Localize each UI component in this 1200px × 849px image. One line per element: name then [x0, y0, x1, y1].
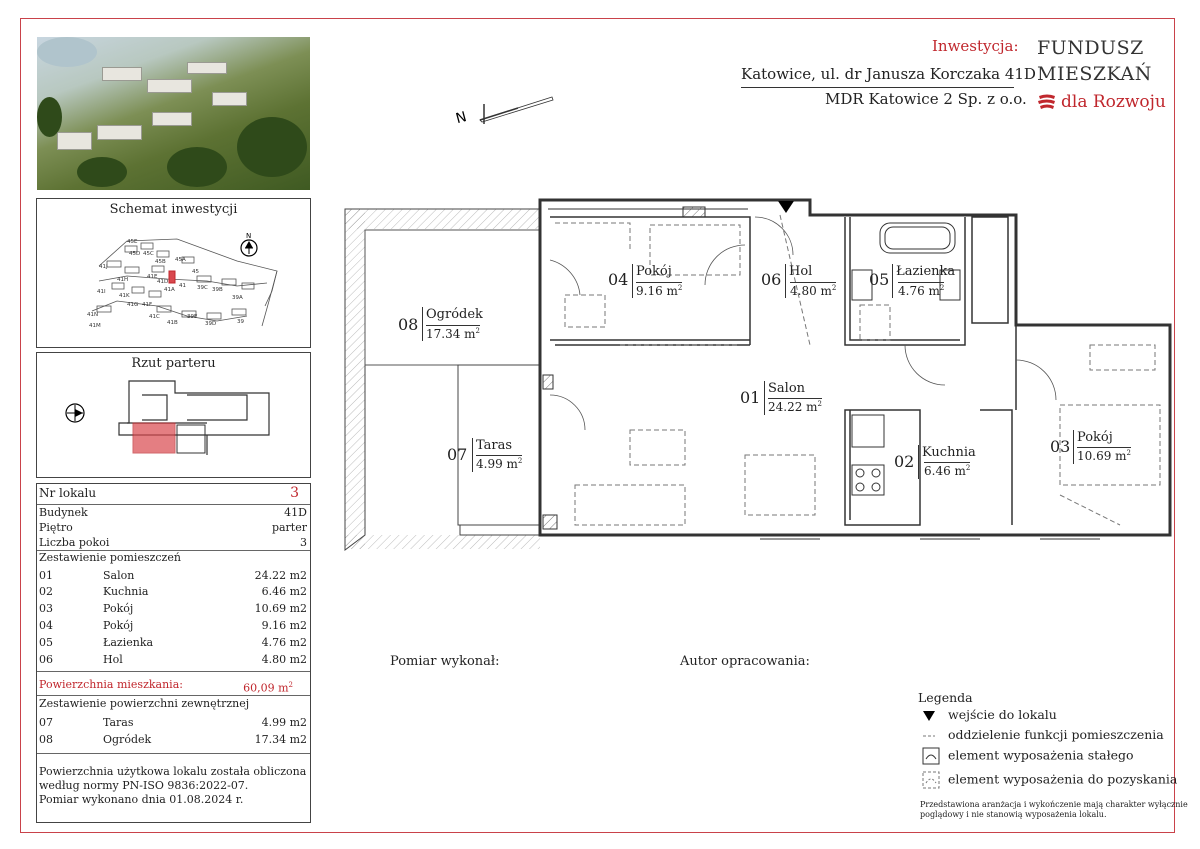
svg-text:41N: 41N — [87, 312, 99, 318]
ground-floor-panel — [36, 352, 311, 478]
rooms-count-label: Liczba pokoi — [39, 536, 110, 549]
building-value: 41D — [284, 506, 307, 519]
svg-text:45A: 45A — [175, 257, 186, 263]
plan-room-05-number: 05 — [869, 270, 890, 289]
legend-title: Legenda — [918, 690, 973, 705]
plan-room-05-name: Łazienka — [892, 264, 955, 298]
optional-equipment-icon — [922, 771, 940, 789]
svg-text:41B: 41B — [167, 320, 178, 326]
total-area-value: 60,09 $m^2$ — [243, 681, 293, 695]
ground-floor-title: Rzut parteru — [131, 356, 216, 371]
logo-line-3: dla Rozwoju — [1061, 92, 1166, 112]
outer-row: 08 Ogródek 17.34 m2 — [39, 733, 307, 746]
note-line-2: według normy PN-ISO 9836:2022-07. — [39, 779, 249, 792]
svg-text:41M: 41M — [89, 323, 101, 329]
plan-room-08-area: 17.34 $m^2$ — [426, 327, 481, 341]
svg-text:41D: 41D — [157, 279, 169, 285]
note-line-3: Pomiar wykonano dnia 01.08.2024 r. — [39, 793, 244, 806]
north-arrow-icon — [450, 92, 560, 132]
unit-number-label: Nr lokalu — [39, 486, 97, 500]
legend-fixed: element wyposażenia stałego — [922, 747, 1134, 765]
outer-row: 07 Taras 4.99 m2 — [39, 716, 307, 729]
svg-text:41K: 41K — [119, 293, 130, 299]
svg-text:N: N — [246, 232, 252, 240]
svg-text:41H: 41H — [117, 277, 129, 283]
svg-text:41I: 41I — [97, 289, 106, 295]
plan-room-04-name: Pokój — [632, 264, 672, 298]
investment-address: Katowice, ul. dr Janusza Korczaka 41D — [741, 65, 1036, 83]
investment-scheme-map — [37, 221, 310, 346]
svg-text:39E: 39E — [187, 314, 198, 320]
plan-room-03-area: 10.69 $m^2$ — [1077, 449, 1132, 463]
svg-text:41J: 41J — [99, 264, 108, 270]
room-row: 05 Łazienka 4.76 m2 — [39, 636, 307, 649]
investment-label: Inwestycja: — [932, 37, 1019, 55]
scheme-title: Schemat inwestycji — [109, 202, 238, 217]
plan-room-02-name: Kuchnia — [918, 445, 976, 479]
floor-label: Piętro — [39, 521, 73, 534]
plan-room-08-number: 08 — [398, 315, 419, 334]
logo-mark-icon — [1037, 93, 1057, 111]
aerial-photo — [37, 37, 310, 190]
plan-room-01-number: 01 — [740, 388, 761, 407]
room-row: 02 Kuchnia 6.46 m2 — [39, 585, 307, 598]
svg-text:45E: 45E — [127, 239, 138, 245]
svg-text:39A: 39A — [232, 295, 243, 301]
ground-floor-plan — [37, 375, 310, 475]
company-name: MDR Katowice 2 Sp. z o.o. — [825, 90, 1027, 108]
svg-text:41: 41 — [179, 283, 186, 289]
svg-text:41A: 41A — [164, 287, 175, 293]
svg-text:N: N — [454, 109, 469, 128]
unit-info-panel — [36, 483, 311, 823]
disclaimer-line-1: Przedstawiona aranżacja i wykończenie mają charakter wyłącznie — [920, 800, 1188, 809]
svg-text:39C: 39C — [197, 285, 208, 291]
svg-text:39: 39 — [237, 319, 244, 325]
svg-text:45C: 45C — [143, 251, 154, 257]
legend-entry: wejście do lokalu — [922, 707, 1057, 722]
svg-text:41G: 41G — [127, 302, 139, 308]
plan-room-07-area: 4.99 $m^2$ — [476, 457, 523, 471]
room-row: 04 Pokój 9.16 m2 — [39, 619, 307, 632]
svg-text:39D: 39D — [205, 321, 217, 327]
floor-value: parter — [271, 521, 307, 534]
plan-room-06-name: Hol — [785, 264, 812, 298]
investment-scheme-panel — [36, 198, 311, 348]
header-divider — [741, 87, 1014, 88]
fixed-equipment-icon — [922, 747, 940, 765]
plan-room-04-area: 9.16 $m^2$ — [636, 284, 683, 298]
unit-number-value: 3 — [290, 485, 299, 501]
plan-room-06-area: 4.80 $m^2$ — [790, 284, 837, 298]
svg-text:39B: 39B — [212, 287, 223, 293]
logo-line-2: MIESZKAŃ — [1037, 63, 1152, 85]
svg-text:45: 45 — [192, 269, 199, 275]
plan-room-02-number: 02 — [894, 452, 915, 471]
room-row: 01 Salon 24.22 m2 — [39, 569, 307, 582]
svg-text:41C: 41C — [149, 314, 160, 320]
measured-by-label: Pomiar wykonał: — [390, 654, 500, 669]
logo-line-1: FUNDUSZ — [1037, 37, 1144, 59]
svg-text:45D: 45D — [129, 251, 141, 257]
plan-room-08-name: Ogródek — [422, 307, 483, 341]
legend-division: oddzielenie funkcji pomieszczenia — [922, 727, 1164, 742]
rooms-title: Zestawienie pomieszczeń — [39, 551, 181, 564]
author-label: Autor opracowania: — [680, 654, 810, 669]
total-area-label: Powierzchnia mieszkania: — [39, 678, 183, 691]
room-row: 06 Hol 4.80 m2 — [39, 653, 307, 666]
plan-room-03-number: 03 — [1050, 437, 1071, 456]
plan-room-03-name: Pokój — [1073, 430, 1113, 464]
floor-plan — [340, 195, 1180, 555]
plan-room-05-area: 4.76 $m^2$ — [898, 284, 945, 298]
legend-optional: element wyposażenia do pozyskania — [922, 771, 1177, 789]
plan-room-07-name: Taras — [472, 438, 512, 472]
building-label: Budynek — [39, 506, 88, 519]
disclaimer-line-2: poglądowy i nie stanowią wyposażenia lokalu. — [920, 810, 1107, 819]
entry-marker-icon — [778, 201, 794, 213]
plan-room-06-number: 06 — [761, 270, 782, 289]
plan-room-02-area: 6.46 $m^2$ — [924, 464, 971, 478]
svg-text:41F: 41F — [142, 302, 153, 308]
room-row: 03 Pokój 10.69 m2 — [39, 602, 307, 615]
plan-room-04-number: 04 — [608, 270, 629, 289]
dashed-line-icon — [922, 730, 936, 742]
outer-title: Zestawienie powierzchni zewnętrznej — [39, 697, 250, 710]
svg-text:45B: 45B — [155, 259, 166, 265]
svg-text:41E: 41E — [147, 274, 158, 280]
plan-room-01-area: 24.22 $m^2$ — [768, 400, 823, 414]
note-line-1: Powierzchnia użytkowa lokalu została obliczona — [39, 765, 307, 778]
rooms-count-value: 3 — [300, 536, 307, 549]
plan-room-07-number: 07 — [447, 445, 468, 464]
plan-room-01-name: Salon — [764, 381, 805, 415]
entry-triangle-icon — [922, 710, 936, 722]
